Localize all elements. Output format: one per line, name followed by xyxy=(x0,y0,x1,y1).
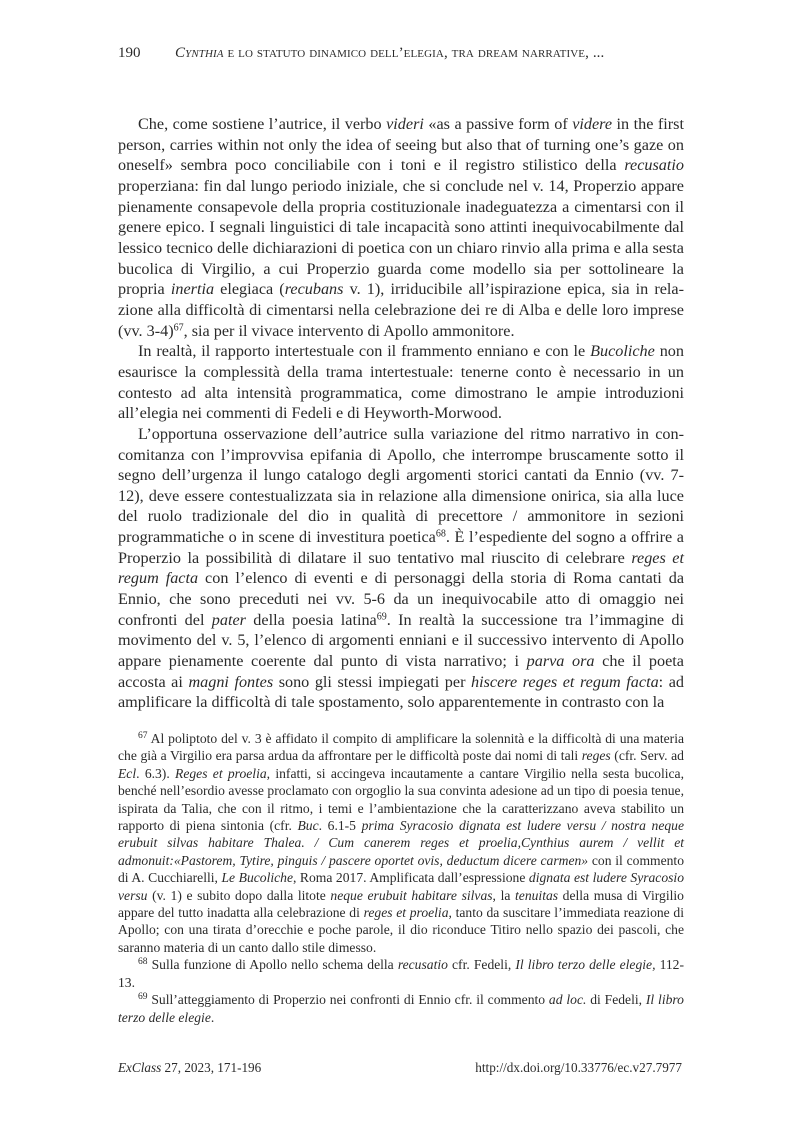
italic-text: magni fontes xyxy=(188,672,274,691)
text-run: Al poliptoto del v. 3 è affidato il compito di amplificare la solennità e la difficoltà di una materia che già a Virgilio era parsa ardua da affrontare per le difficoltà poste dai nomi di tali xyxy=(118,731,684,764)
italic-text: pater xyxy=(211,610,246,629)
text-run: L’opportuna osservazione dell’autrice sulla variazione del ritmo narrativo in concomitanza con l’improvvisa epifania di Apollo, che interrompe bruscamente sotto il segno dell’urgenza il lungo catalogo degli argomenti storici cantati da Ennio (vv. 7-12), deve essere contestualizzata sia in relazione alla dimensione onirica, sia alla luce del ruolo tradizionale del dio in qualità di precettore / ammonitore in sezioni programmatiche o in scene di investitura poetica xyxy=(118,424,684,547)
journal-name: ExClass xyxy=(118,1060,162,1075)
italic-text: videri xyxy=(386,115,424,133)
text-run: 112-13. xyxy=(118,957,685,990)
text-run: che il poeta accosta ai xyxy=(118,652,684,691)
footnote-number: 67 xyxy=(138,730,148,741)
italic-text: Reges et proelia xyxy=(175,765,267,781)
text-run: in the first person, carries within not only the idea of seeing but also that of turning one’s gaze on oneself» sembra poco conciliabile con i toni e il registro stilistico della xyxy=(118,115,684,175)
italic-text: reges xyxy=(581,748,611,764)
running-title-italic: Cynthia xyxy=(175,45,224,61)
text-run: . xyxy=(210,1009,215,1025)
footnote-67 xyxy=(118,730,684,956)
italic-text: Bucoliche xyxy=(590,342,655,361)
text-run: sono gli stessi impiegati per xyxy=(273,672,472,691)
italic-text: Ecl xyxy=(118,765,137,781)
italic-text: reges et regum facta xyxy=(118,548,684,588)
text-run: In realtà, il rapporto intertestuale con il frammento enniano e con le xyxy=(138,342,591,361)
text-run: «as a passive form of xyxy=(423,115,573,133)
text-run: con l’elenco di eventi e di personaggi della storia di Roma cantati da Ennio, che sono preceduti nei vv. 5-6 da un inequivocabile atto di omaggio nei confronti del xyxy=(118,569,684,629)
italic-text: videre xyxy=(572,115,613,133)
running-title-rest: e lo statuto dinamico dell’elegia, tra dream narrative, ... xyxy=(223,45,605,61)
footnote-number: 69 xyxy=(138,991,148,1002)
italic-text: parva ora xyxy=(526,652,595,671)
italic-text: ad loc. xyxy=(548,992,587,1008)
text-run: , tanto da suscitare l’immediata reazione di Apollo; con una tirata d’orecchie e poche parole, il dio riconduce Titiro nello spazio dei pascoli, che saranno materia di un canto dallo stile dimesso. xyxy=(118,905,684,955)
text-run: Sull’atteggiamento di Properzio nei confronti di Ennio cfr. il commento xyxy=(147,992,549,1008)
footnote-ref[interactable]: 68 xyxy=(435,528,446,540)
paragraph xyxy=(118,424,684,713)
text-run: Sulla funzione di Apollo nello schema della xyxy=(147,957,398,973)
italic-text: inertia xyxy=(170,280,215,299)
text-run: (v. 1) e subito dopo dalla litote xyxy=(147,887,331,903)
volume-pages: 27, 2023, 171-196 xyxy=(161,1060,262,1075)
text-run: . 6.1-5 xyxy=(318,818,362,834)
footnote-number: 68 xyxy=(138,957,148,968)
text-run: (cfr. Serv. ad xyxy=(610,748,684,764)
text-run: con il commento di A. Cucchiarelli, xyxy=(118,852,685,886)
text-run: , Roma 2017. Amplificata dall’espressione xyxy=(292,870,529,886)
text-run: , infatti, si accingeva incautamente a cantare Virgilio nella sesta bucolica, benché nell’esordio avesse proclamato con orgoglio la sua convinta adesione ad un tipo di poesia tenue, ispirata da Talia, che con il ritmo, i temi e l’ambientazione che la caratterizzano aveva stabilito un rapporto di piena sintonia (cfr. xyxy=(118,765,684,834)
italic-text: recusatio xyxy=(624,156,684,175)
italic-text: neque erubuit habitare silvas xyxy=(330,887,493,903)
footnote-69 xyxy=(118,991,684,1026)
footnote-ref[interactable]: 69 xyxy=(376,611,387,623)
paragraph xyxy=(118,341,684,424)
text-run: . È l’espediente del sogno a offrire a Properzio la possibilità di dilatare il suo tentativo mal riuscito di celebrare xyxy=(118,528,684,567)
italic-text: Il libro terzo delle elegie xyxy=(118,992,684,1025)
italic-text: hiscere reges et regum facta xyxy=(471,672,659,691)
text-run: elegiaca ( xyxy=(214,280,285,299)
text-run: v. 1), irriducibile all’ispirazione epica, sia in relazione alla difficoltà di cimentarsi nella celebrazione dei re di Alba e delle loro imprese (vv. 3-4) xyxy=(118,280,684,340)
page-number: 190 xyxy=(118,45,141,61)
text-run: cfr. Fedeli, xyxy=(447,957,516,973)
main-text xyxy=(118,114,684,713)
italic-text: recusatio xyxy=(397,957,448,973)
italic-text: Il libro terzo delle elegie, xyxy=(515,957,656,973)
footnote-68 xyxy=(118,956,684,991)
text-run: non esaurisce la complessità della trama intertestuale: tenerne conto è necessario in un contesto ad alta intensità programmatica, come dimostrano le ampie introduzioni all’elegia nei commenti di Fedeli e di Heyworth-Morwood. xyxy=(118,342,684,423)
italic-text: recubans xyxy=(284,280,344,299)
footnote-ref[interactable]: 67 xyxy=(173,322,184,334)
text-run: Che, come sostiene l’autrice, il verbo xyxy=(138,115,387,133)
text-run: . 6.3). xyxy=(136,765,176,781)
text-run: della musa di Virgilio appare del tutto inadatta alla celebrazione di xyxy=(118,887,684,921)
italic-text: Le Bucoliche xyxy=(221,870,293,886)
paragraph xyxy=(118,114,684,341)
text-run: della poesia latina xyxy=(245,610,377,629)
text-run: , la xyxy=(492,887,516,903)
text-run: : ad amplificare la difficoltà di tale spostamento, solo apparentemente in contrasto con la xyxy=(118,672,685,712)
text-run: di Fedeli, xyxy=(586,992,646,1008)
italic-text: Buc xyxy=(297,818,319,834)
journal-citation xyxy=(118,1060,261,1076)
footnotes xyxy=(118,730,684,1026)
running-title xyxy=(175,45,604,61)
text-run: properziana: fin dal lungo periodo iniziale, che si conclude nel v. 14, Properzio appare pienamente consapevole della propria costituzionale inadeguatezza a cimentarsi con il genere epico. I segnali linguistici di tale incapacità sono attinti inequivocabilmente dal lessico tecnico delle dichiarazioni di poetica con un chiaro rinvio alla prima e alla sesta bucolica di Virgilio, a cui Properzio guarda come modello sia per sottolineare la propria xyxy=(118,176,684,299)
running-head xyxy=(118,44,688,62)
doi-link[interactable]: http://dx.doi.org/10.33776/ec.v27.7977 xyxy=(475,1060,682,1075)
text-run: , sia per il vivace intervento di Apollo ammonitore. xyxy=(183,321,515,340)
italic-text: prima Syracosio dignata est ludere versu / nostra neque erubuit silvas habitare Thalea. / Cum canerem reges et proelia,Cynthius aurem / vellit et admonuit:«Pastorem, Tytire, pinguis / pascere oportet ovis, deductum dicere carmen» xyxy=(118,818,684,868)
page-footer xyxy=(118,1060,682,1076)
italic-text: reges et proelia xyxy=(363,905,449,921)
italic-text: dignata est ludere Syracosio versu xyxy=(118,870,685,903)
text-run: . In realtà la successione tra l’immagine di movimento del v. 5, l’elenco di argomenti enniani e il successivo intervento di Apollo appare pienamente coerente dal punto di vista narrativo; i xyxy=(118,610,684,671)
italic-text: tenuitas xyxy=(515,887,559,903)
